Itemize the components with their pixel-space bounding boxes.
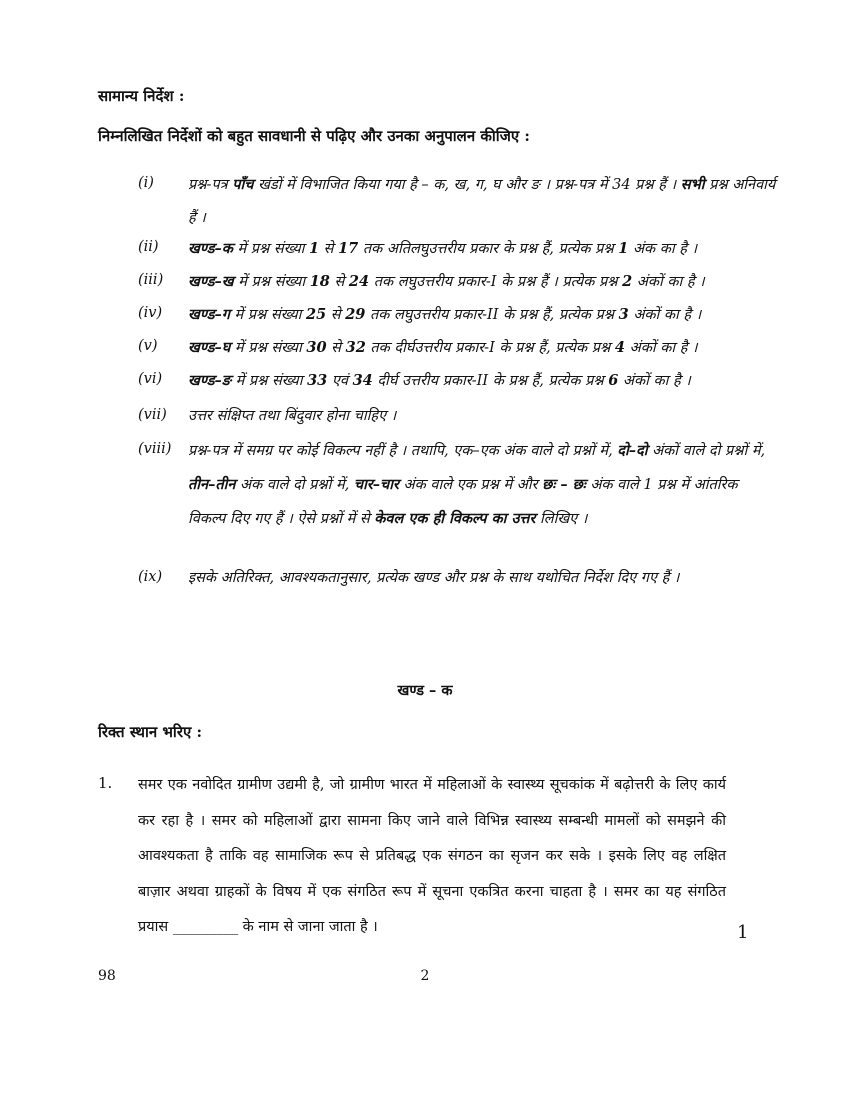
instruction-text-part: 1 [308,240,320,257]
instruction-text [188,562,778,595]
instruction-text-part: एवं [327,373,353,389]
instruction-text-part: तक लघुउत्तरीय प्रकार-II के प्रश्न हैं, प्रत्येक प्रश्न [365,307,619,323]
question-text: समर एक नवोदित ग्रामीण उद्यमी है, जो ग्रामीण भारत में महिलाओं के स्वास्थ्य सूचकांक में बढ़ोत्तरी के लिए कार्य कर रहा है । समर को महिलाओं द्वारा सामना किए जाने वाले विभिन्न स्वास्थ्य सम्बन्धी मामलों को समझने की आवश्यकता है ताकि वह सामाजिक रूप से प्रतिबद्ध एक संगठन का सृजन कर सके । इसके लिए वह लक्षित बाज़ार अथवा ग्राहकों के विषय में एक संगठित रूप में सूचना एकत्रित करना चाहता है । समर का यह संगठित प्रयास _________ के नाम से जाना जाता है । [138,777,726,935]
instruction-text-part: 3 [618,306,629,323]
instruction-text-part: केवल एक ही विकल्प का उत्तर [374,510,536,527]
instruction-text-part: तक लघुउत्तरीय प्रकार-I के प्रश्न हैं । प्रत्येक प्रश्न [369,274,623,290]
instruction-number: (ix) [138,569,163,585]
instruction-text-part: 1 [618,240,629,257]
instruction-text-part: 2 [622,273,633,290]
page-number: 2 [420,968,430,984]
instruction-number: (vii) [138,407,167,423]
instruction-text [188,168,778,235]
instruction-text-part: उत्तर संक्षिप्त तथा बिंदुवार होना चाहिए । [188,408,397,424]
instruction-text-part: 30 [306,339,327,356]
general-instructions-title: सामान्य निर्देश : [98,87,185,105]
instruction-text-part: 32 [345,339,366,356]
instruction-text-part: अंकों का है । [625,340,698,356]
instruction-text-part: खण्ड–ङ [188,372,231,389]
instruction-text-part: से [326,307,346,323]
instruction-text-part: 29 [345,306,366,323]
instruction-text-part: में प्रश्न संख्या [229,307,306,323]
instruction-text [188,331,778,365]
general-instructions-subtitle: निम्नलिखित निर्देशों को बहुत सावधानी से पढ़िए और उनका अनुपालन कीजिए : [98,127,530,145]
instruction-text-part: पाँच [232,176,254,193]
instruction-text-part: खण्ड–क [188,240,233,257]
instruction-number: (vi) [138,371,163,387]
instruction-text-part: इसके अतिरिक्त, आवश्यकतानुसार, प्रत्येक खण्ड और प्रश्न के साथ यथोचित निर्देश दिए गए हैं । [188,570,680,586]
instruction-text-part: 24 [348,273,370,290]
instruction-number: (iv) [138,305,163,321]
instruction-text-part: में प्रश्न संख्या [232,241,309,257]
instruction-text [188,265,778,299]
instruction-text-part: खंडों में विभाजित किया गया है – क, ख, ग, घ और ङ । प्रश्न-पत्र में 34 प्रश्न हैं । [253,177,681,193]
instruction-text-part: खण्ड–ख [188,273,234,290]
instruction-number: (v) [138,338,158,354]
instruction-text-part: अंक वाले 1 प्रश्न में आंतरिक विकल्प दिए गए हैं । ऐसे प्रश्नों में से [188,477,738,527]
instruction-number: (i) [138,175,154,191]
instruction-text-part: से [319,241,339,257]
instruction-text-part: से [326,340,346,356]
instruction-text-part: खण्ड–ग [188,306,230,323]
instruction-text-part: अंकों वाले दो प्रश्नों में, [647,443,766,459]
instruction-text-part: अंक वाले एक प्रश्न में और [398,477,543,493]
instruction-text-part: दीर्घ उत्तरीय प्रकार-II के प्रश्न हैं, प्रत्येक प्रश्न [372,373,609,389]
instruction-text-part: 6 [608,372,619,389]
section-title: खण्ड – क [397,682,453,699]
instruction-text-part: 4 [614,339,626,356]
instruction-number: (ii) [138,239,159,255]
instruction-text-part: लिखिए । [535,511,588,527]
instruction-text [188,298,778,332]
instruction-text [188,400,778,433]
instruction-text-part: अंकों का है । [632,274,705,290]
instruction-number: (viii) [138,441,172,457]
instruction-text-part: छः – छः [542,476,586,493]
fill-in-blanks-heading: रिक्त स्थान भरिए : [98,723,203,741]
instruction-text-part: तीन–तीन [188,476,236,493]
question-number: 1. [98,774,113,792]
instruction-text-part: प्रश्न-पत्र [188,177,233,193]
instruction-text-part: में प्रश्न संख्या [231,373,308,389]
instruction-text [188,364,778,398]
instruction-text-part: 17 [338,240,359,257]
instruction-text-part: चार–चार [353,476,399,493]
instruction-text-part: में प्रश्न संख्या [230,340,307,356]
instruction-text-part: अंक वाले दो प्रश्नों में, [235,477,354,493]
instruction-text-part: में प्रश्न संख्या [233,274,310,290]
instruction-text-part: 33 [307,372,328,389]
instruction-text-part: अंकों का है । [628,307,702,323]
instruction-text-part: 34 [352,372,373,389]
instruction-text-part: प्रश्न-पत्र में समग्र पर कोई विकल्प नहीं है । तथापि, एक–एक अंक वाले दो प्रश्नों में, [188,443,618,459]
instruction-text-part: दो–दो [617,442,648,459]
instruction-text-part: खण्ड–घ [188,339,231,356]
question-marks: 1 [737,922,749,943]
instruction-text-part: अंक का है । [628,241,698,257]
instruction-text-part: प्रश्न अनिवार्य हैं । [188,177,776,226]
instruction-text-part: तक दीर्घउत्तरीय प्रकार-I के प्रश्न हैं, प्रत्येक प्रश्न [365,340,615,356]
instruction-text-part: 18 [309,273,330,290]
instruction-number: (iii) [138,272,164,288]
footer-code: 98 [98,968,116,984]
instruction-text-part: तक अतिलघुउत्तरीय प्रकार के प्रश्न हैं, प्रत्येक प्रश्न [358,241,619,257]
instruction-text-part: अंकों का है । [618,373,691,389]
instruction-text-part: 25 [305,306,327,323]
instruction-text [188,434,778,536]
instruction-text-part: सभी [680,176,705,193]
instruction-text [188,232,778,266]
instruction-text-part: से [329,274,349,290]
